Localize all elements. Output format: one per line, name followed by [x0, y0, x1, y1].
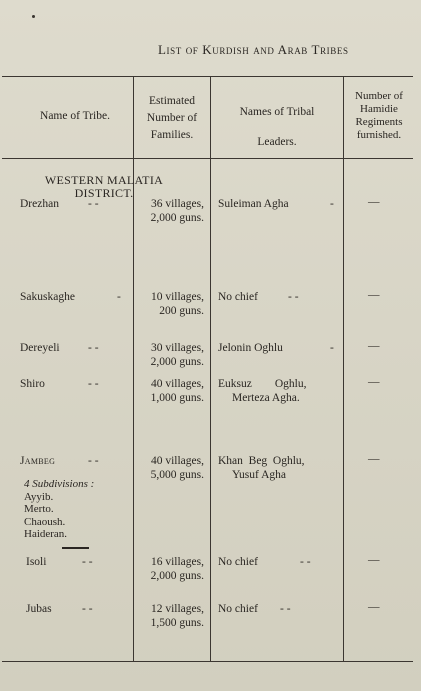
header-divider-rule	[2, 158, 413, 159]
tribe-name: Jubas	[26, 603, 52, 615]
header-leaders-line: Leaders.	[257, 136, 297, 148]
families-cell	[140, 454, 204, 482]
tribe-name: Sakuskaghe	[20, 291, 75, 303]
header-estimated-line: Estimated	[149, 95, 195, 107]
guns-count: 1,500 guns.	[150, 617, 204, 629]
tribe-name: Jambeg	[20, 455, 56, 467]
subdivisions-block	[24, 478, 94, 541]
families-cell	[140, 197, 204, 225]
leader-name: No chief	[218, 603, 258, 615]
header-regiments-line: furnished.	[356, 129, 402, 141]
district-line: DISTRICT.	[74, 186, 134, 200]
regiments-value: —	[368, 601, 380, 613]
regiments-value: —	[368, 376, 380, 388]
guns-count: 2,000 guns.	[150, 356, 204, 368]
leader-name: Jelonin Oghlu	[218, 342, 283, 354]
leader-dots: -	[117, 291, 121, 303]
families-cell	[140, 555, 204, 583]
guns-count: 5,000 guns.	[150, 469, 204, 481]
villages-count: 40 villages,	[150, 378, 204, 390]
running-head: List of Kurdish and Arab Tribes	[158, 42, 349, 57]
tribe-name: Isoli	[26, 556, 47, 568]
header-regiments-line: Hamidie	[360, 103, 398, 115]
subdivision-item: Merto.	[24, 503, 54, 515]
regiments-value: —	[368, 196, 380, 208]
regiments-value: —	[368, 453, 380, 465]
leader-dots: -	[330, 342, 334, 354]
header-estimated-families	[134, 93, 210, 144]
subdivisions-heading-text: 4 Subdivisions :	[24, 478, 95, 490]
guns-count: 1,000 guns.	[150, 392, 204, 404]
families-cell	[140, 377, 204, 405]
header-regiments-line: Regiments	[355, 116, 403, 128]
leader-dots: - -	[280, 603, 291, 615]
header-hamidie-regiments	[344, 90, 414, 142]
leader-dots: - -	[88, 455, 99, 467]
tribe-name: Drezhan	[20, 198, 59, 210]
leader-name: No chief	[218, 291, 258, 303]
header-regiments-line: Number of	[355, 90, 403, 102]
families-cell	[140, 341, 204, 369]
villages-count: 36 villages,	[150, 198, 204, 210]
page-speck	[32, 15, 35, 18]
tribe-name: Dereyeli	[20, 342, 60, 354]
villages-count: 12 villages,	[150, 603, 204, 615]
header-estimated-line: Number of	[146, 112, 198, 124]
subdivision-item: Haideran.	[24, 528, 68, 540]
table-bottom-rule	[2, 661, 413, 662]
leader-dots: -	[330, 198, 334, 210]
leader-name: Khan Beg Oghlu,	[218, 455, 305, 467]
column-divider-3	[343, 76, 344, 661]
subdivision-item: Chaoush.	[24, 515, 66, 528]
guns-count: 2,000 guns.	[150, 570, 204, 582]
leader-name: No chief	[218, 556, 258, 568]
section-short-rule	[62, 547, 89, 549]
subdivision-item: Ayyib.	[24, 490, 54, 503]
regiments-value: —	[368, 340, 380, 352]
villages-count: 10 villages,	[150, 291, 204, 303]
header-tribal-leaders	[211, 97, 343, 157]
leader-dots: - -	[82, 603, 93, 615]
leader-name-continued: Yusuf Agha	[232, 469, 286, 481]
families-cell	[140, 290, 204, 318]
leader-dots: - -	[300, 556, 311, 568]
header-estimated-line: Families.	[150, 129, 194, 141]
families-cell	[140, 602, 204, 630]
column-divider-2	[210, 76, 211, 661]
leader-dots: - -	[88, 198, 99, 210]
leader-name: Euksuz Oghlu,	[218, 378, 307, 390]
tribe-name: Shiro	[20, 378, 45, 390]
leader-dots: - -	[88, 342, 99, 354]
district-line: WESTERN MALATIA	[44, 173, 164, 187]
villages-count: 40 villages,	[150, 455, 204, 467]
regiments-value: —	[368, 554, 380, 566]
header-leaders-line: Names of Tribal	[239, 106, 315, 118]
leader-dots: - -	[88, 378, 99, 390]
leader-name: Suleiman Agha	[218, 198, 289, 210]
leader-dots: - -	[288, 291, 299, 303]
header-name-of-tribe: Name of Tribe.	[40, 110, 110, 122]
column-divider-1	[133, 76, 134, 661]
leader-dots: - -	[82, 556, 93, 568]
subdivisions-heading	[24, 478, 94, 491]
villages-count: 16 villages,	[150, 556, 204, 568]
guns-count: 200 guns.	[159, 305, 204, 317]
regiments-value: —	[368, 289, 380, 301]
table-top-rule	[2, 76, 413, 77]
villages-count: 30 villages,	[150, 342, 204, 354]
leader-name-continued: Merteza Agha.	[232, 392, 300, 404]
guns-count: 2,000 guns.	[150, 212, 204, 224]
